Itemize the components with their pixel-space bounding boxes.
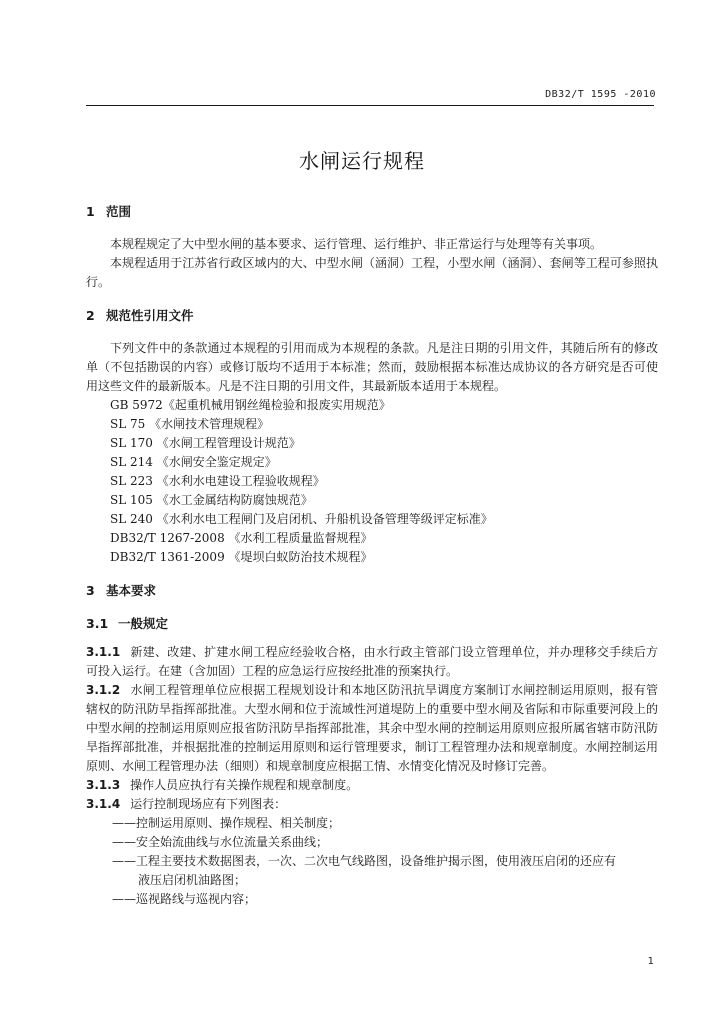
reference-item: DB32/T 1267-2008 《水利工程质量监督规程》 [110, 531, 373, 545]
clause-3-1-1: 3.1.1 新建、改建、扩建水闸工程应经验收合格，由水行政主管部门设立管理单位，并办理移交手续后方可投入运行。在建（含加固）工程的应急运行应按经批准的预案执行。 [86, 645, 658, 678]
subsection-3-1-heading: 3.1 一般规定 [86, 616, 169, 631]
section-1-heading: 1 范围 [86, 204, 132, 219]
section-3-heading: 3 基本要求 [86, 583, 157, 598]
list-item: ——安全始流曲线与水位流量关系曲线； [112, 835, 329, 849]
reference-list [86, 396, 658, 567]
section-2-heading: 2 规范性引用文件 [86, 308, 194, 323]
list-item: ——巡视路线与巡视内容； [112, 892, 257, 906]
reference-item: GB 5972《起重机械用钢丝绳检验和报废实用规范》 [110, 398, 391, 412]
reference-item: DB32/T 1361-2009 《堤坝白蚁防治技术规程》 [110, 550, 373, 564]
document-title: 水闸运行规程 [299, 149, 425, 173]
standard-code: DB32/T 1595 -2010 [545, 89, 656, 100]
list-item: ——工程主要技术数据图表，一次、二次电气线路图，设备维护揭示图，使用液压启闭的还应有 [112, 854, 617, 868]
reference-item: SL 75 《水闸技术管理规程》 [110, 417, 270, 431]
reference-item: SL 223 《水利水电建设工程验收规程》 [110, 474, 325, 488]
paragraph: 本规程适用于江苏省行政区域内的大、中型水闸（涵洞）工程，小型水闸（涵洞）、套闸等工程可参照执行。 [86, 256, 658, 289]
clause-3-1-4: 3.1.4 运行控制现场应有下列图表： [86, 797, 287, 811]
reference-item: SL 105 《水工金属结构防腐蚀规范》 [110, 493, 313, 507]
header-rule [86, 105, 654, 106]
page-number: 1 [647, 956, 654, 967]
clause-3-1-2: 3.1.2 水闸工程管理单位应根据工程规划设计和本地区防汛抗旱调度方案制订水闸控制运用原则，报有管辖权的防汛防旱指挥部批准。大型水闸和位于流域性河道堤防上的重要中型水闸及省际和市际重要河段上的中型水闸的控制运用原则应报省防汛防旱指挥部批准，其余中型水闸的控制运用原则应报所属省辖市防汛防旱指挥部批准，并根据批准的控制运用原则和运行管理要求，制订工程管理办法和规章制度。水闸控制运用原则、水闸工程管理办法（细则）和规章制度应根据工情、水情变化情况及时修订完善。 [86, 683, 658, 773]
reference-item: SL 240 《水利水电工程闸门及启闭机、升船机设备管理等级评定标准》 [110, 512, 493, 526]
chart-list [86, 814, 658, 909]
reference-item: SL 214 《水闸安全鉴定规定》 [110, 455, 277, 469]
clause-3-1-3: 3.1.3 操作人员应执行有关操作规程和规章制度。 [86, 778, 359, 792]
list-item-continuation: 液压启闭机油路图； [138, 873, 247, 887]
reference-item: SL 170 《水闸工程管理设计规范》 [110, 436, 301, 450]
list-item: ——控制运用原则、操作规程、相关制度； [112, 816, 341, 830]
paragraph: 本规程规定了大中型水闸的基本要求、运行管理、运行维护、非正常运行与处理等有关事项。 [110, 237, 603, 251]
document-body [86, 202, 658, 909]
paragraph: 下列文件中的条款通过本规程的引用而成为本规程的条款。凡是注日期的引用文件，其随后所有的修改单（不包括勘误的内容）或修订版均不适用于本标准；然而，鼓励根据本标准达成协议的各方研究是否可使用这些文件的最新版本。凡是不注日期的引用文件，其最新版本适用于本规程。 [86, 341, 658, 393]
